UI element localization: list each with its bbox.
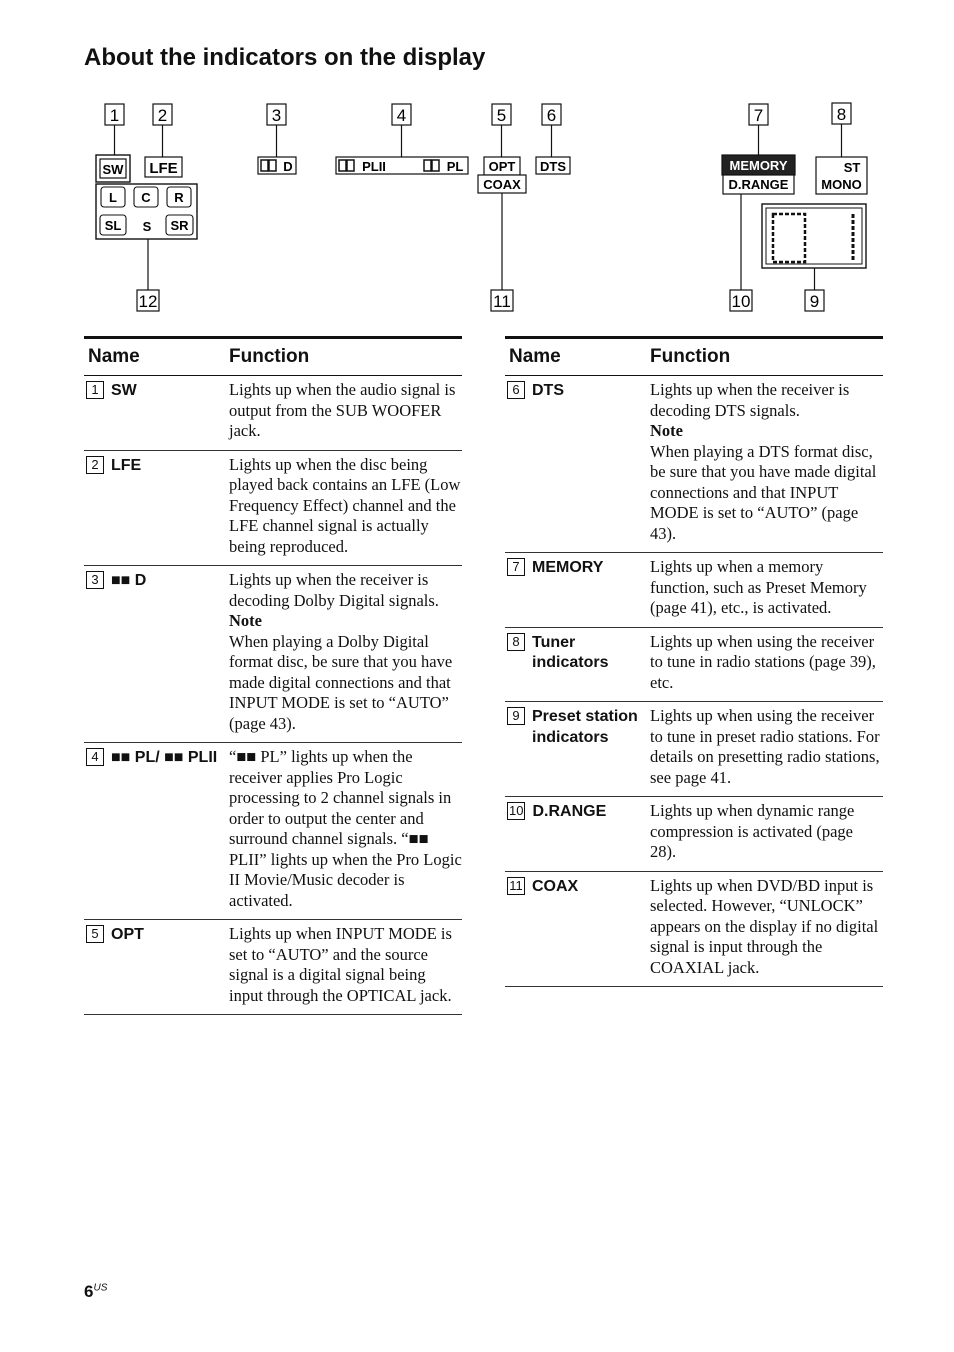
item-name: LFE [111,456,142,474]
svg-text:LFE: LFE [149,160,178,177]
item-number: 9 [507,707,525,725]
svg-text:9: 9 [809,292,820,311]
pro-logic-indicators [336,157,468,174]
callout-number-9 [805,290,824,311]
table-row [505,376,883,553]
svg-text:D.RANGE: D.RANGE [728,177,789,192]
svg-text:6: 6 [546,106,557,125]
table-row [505,702,883,797]
function-column-header: Function [650,346,731,367]
table-row [505,797,883,872]
item-function: Lights up when INPUT MODE is set to “AUTO” and the source signal is a digital signal being input through the OPTICAL jack. [229,924,452,1005]
dolby-digital-indicator [258,157,296,174]
callout-number-12 [137,290,159,311]
region-suffix: US [93,1282,108,1294]
callout-number-4 [392,104,411,125]
item-name: Tuner indicators [532,633,609,671]
svg-text:MONO: MONO [821,177,862,192]
item-number: 1 [86,381,104,399]
table-row [84,376,462,451]
note-text: When playing a DTS format disc, be sure that you have made digital connections and that INPUT MODE is set to “AUTO” (page 43). [650,441,877,543]
table-row [84,920,462,1015]
svg-text:MEMORY: MEMORY [729,158,788,173]
item-number: 3 [86,571,104,589]
svg-text:8: 8 [836,105,847,124]
preset-digit-display [762,204,866,268]
svg-text:PL: PL [446,159,464,174]
svg-text:R: R [174,190,184,205]
item-function: “■■ PL” lights up when the receiver applies Pro Logic processing to 2 channel signals in order to output the center and surround channel signals. “■■ PLII” lights up when the Pro Logic II Movie/Music decoder is activated. [229,747,462,910]
function-column-header: Function [229,346,310,367]
name-column-header: Name [509,346,561,367]
table-row [505,628,883,703]
table-row [84,566,462,743]
dts-indicator [536,157,570,174]
svg-text:7: 7 [753,106,764,125]
item-number: 10 [509,803,524,818]
display-indicators-diagram [0,0,954,330]
item-function: Lights up when a memory function, such as Preset Memory (page 41), etc., is activated. [650,557,867,617]
indicator-table-right [505,336,883,987]
svg-text:ST: ST [843,160,861,175]
item-function: Lights up when using the receiver to tune in preset radio stations. For details on presetting radio stations, see page 41. [650,706,880,787]
sw-indicator [96,155,130,182]
svg-text:SR: SR [170,218,189,233]
svg-text:D: D [283,159,293,174]
svg-text:PLII: PLII [362,159,386,174]
svg-text:3: 3 [271,106,282,125]
page-title: About the indicators on the display [84,44,486,71]
callout-number-11 [491,290,513,311]
svg-text:COAX: COAX [483,177,521,192]
item-name: OPT [111,926,144,943]
name-column-header: Name [88,346,140,367]
item-function [229,570,462,734]
callout-number-2 [153,104,172,125]
callout-number-6 [542,104,561,125]
item-function: Lights up when the disc being played back contains an LFE (Low Frequency Effect) channel and the LFE channel signal is actually being reproduced. [229,454,461,556]
item-name: ■■ PL/ ■■ PLII [111,749,218,766]
note-label: Note [650,421,683,440]
function-text: Lights up when the receiver is decoding Dolby Digital signals. [229,570,439,610]
svg-text:11: 11 [493,292,511,311]
item-function [650,380,883,544]
svg-text:C: C [141,190,151,205]
lfe-indicator [145,157,182,177]
svg-text:10: 10 [731,292,751,311]
item-name: COAX [532,877,579,895]
callout-number-8 [832,103,851,124]
svg-text:12: 12 [138,292,158,311]
table-header [84,336,462,376]
svg-text:S: S [142,219,152,234]
callout-number-7 [749,104,768,125]
item-number: 2 [86,456,104,474]
item-function: Lights up when DVD/BD input is selected. However, “UNLOCK” appears on the display if no digital signal is input through the COAXIAL jack. [650,875,879,977]
item-number: 5 [86,925,104,943]
note-text: When playing a Dolby Digital format disc, be sure that you have made digital connections and that INPUT MODE is set to “AUTO” (page 43). [229,631,453,733]
item-name: D.RANGE [532,803,607,820]
item-function: Lights up when dynamic range compression is activated (page 28). [650,801,855,861]
indicator-table-left [84,336,462,1015]
stereo-mono-indicator [816,157,867,194]
svg-text:DTS: DTS [540,159,566,174]
item-function: Lights up when the audio signal is output from the SUB WOOFER jack. [229,380,456,440]
svg-text:SW: SW [102,162,124,177]
opt-coax-indicators [478,157,526,193]
page-number: $6^{US}$ [84,1282,108,1301]
leader-lines [115,124,842,290]
svg-text:2: 2 [157,106,168,125]
table-header [505,336,883,376]
note-label: Note [229,611,262,630]
svg-text:OPT: OPT [488,159,516,174]
table-row [84,451,462,567]
callout-number-3 [267,104,286,125]
item-number: 8 [507,633,525,651]
item-name: SW [111,382,137,399]
table-row [84,743,462,920]
svg-text:L: L [109,190,117,205]
callout-number-5 [492,104,511,125]
table-row [505,872,883,988]
item-number: 11 [507,877,525,895]
table-row [505,553,883,628]
svg-text:SL: SL [104,218,122,233]
item-number: 6 [507,381,525,399]
item-name: ■■ D [111,572,147,589]
channel-indicators [96,184,197,239]
callout-number-1 [105,104,124,125]
item-number: 4 [86,748,104,766]
item-name: MEMORY [532,559,604,576]
item-function: Lights up when using the receiver to tune in radio stations (page 39), etc. [650,631,876,692]
svg-text:5: 5 [496,106,507,125]
item-name: Preset station indicators [532,708,638,746]
svg-text:4: 4 [396,106,407,125]
svg-text:1: 1 [109,106,120,125]
item-name: DTS [532,382,564,399]
function-text: Lights up when the receiver is decoding DTS signals. [650,380,850,420]
callout-number-10 [730,290,752,311]
item-number: 7 [507,558,525,576]
memory-drange-indicators [722,155,795,194]
